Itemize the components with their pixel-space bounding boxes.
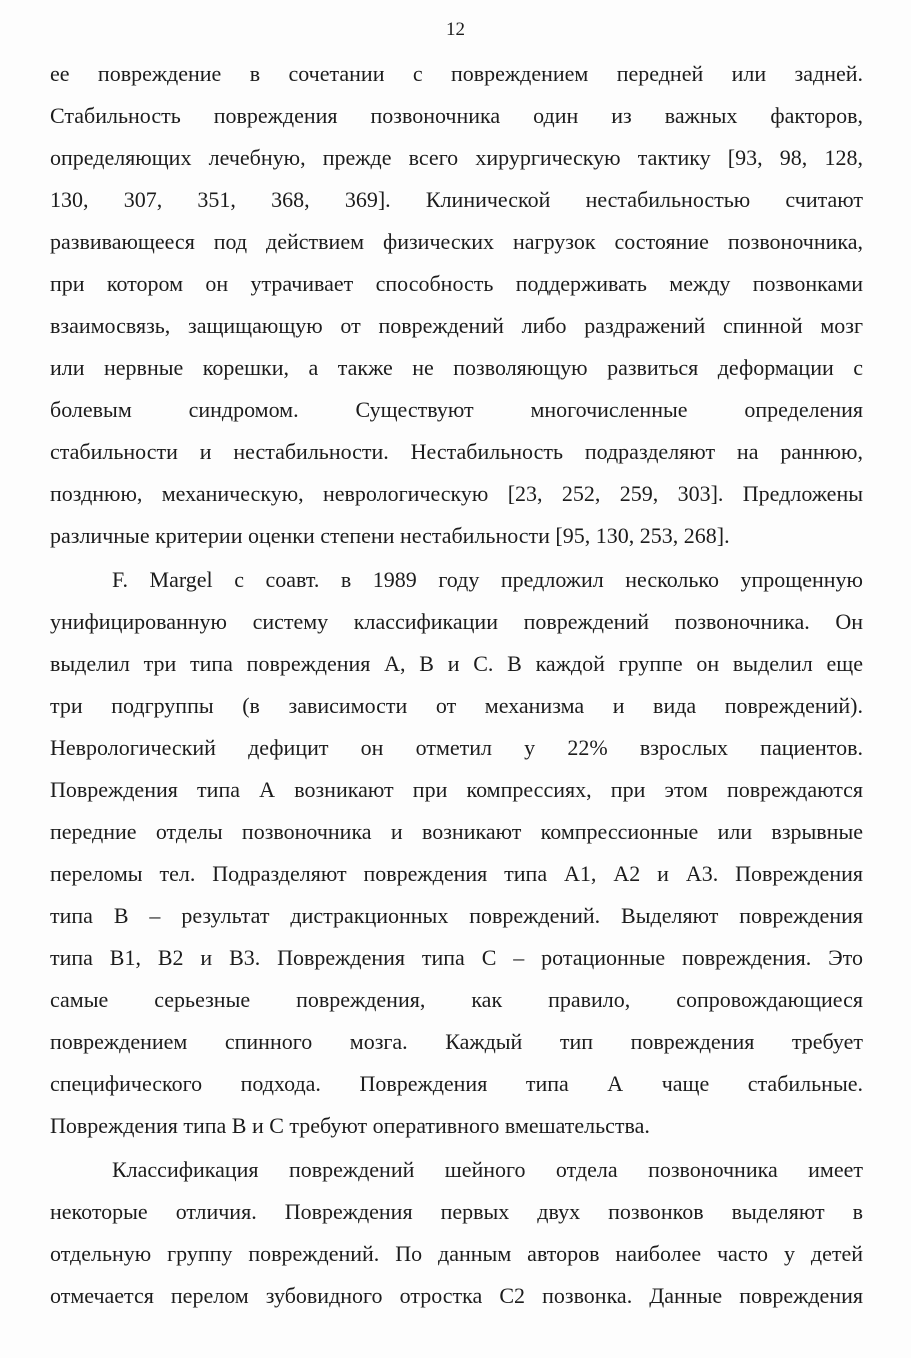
text-line: при котором он утрачивает способность поддерживать между позвонками	[50, 271, 863, 296]
text-line: отдельную группу повреждений. По данным авторов наиболее часто у детей	[50, 1241, 863, 1266]
text-line: Классификация повреждений шейного отдела позвоночника имеет	[112, 1157, 863, 1182]
text-line: F. Margel с соавт. в 1989 году предложил несколько упрощенную	[112, 567, 863, 592]
text-line: ее повреждение в сочетании с повреждением передней или задней.	[50, 61, 863, 86]
text-line: отмечается перелом зубовидного отростка С2 позвонка. Данные повреждения	[50, 1283, 863, 1308]
text-line: типа В1, В2 и В3. Повреждения типа С – ротационные повреждения. Это	[50, 945, 863, 970]
page-number: 12	[446, 19, 465, 40]
text-line: Повреждения типа А возникают при компрессиях, при этом повреждаются	[50, 777, 863, 802]
text-line: болевым синдромом. Существуют многочисленные определения	[50, 397, 863, 422]
text-line: различные критерии оценки степени нестабильности [95, 130, 253, 268].	[50, 523, 730, 548]
text-line: выделил три типа повреждения А, В и С. В каждой группе он выделил еще	[50, 651, 863, 676]
text-line: 130, 307, 351, 368, 369]. Клинической нестабильностью считают	[50, 187, 863, 212]
text-line: Стабильность повреждения позвоночника один из важных факторов,	[50, 103, 863, 128]
text-line: передние отделы позвоночника и возникают компрессионные или взрывные	[50, 819, 863, 844]
text-line: три подгруппы (в зависимости от механизма и вида повреждений).	[50, 693, 863, 718]
text-line: определяющих лечебную, прежде всего хирургическую тактику [93, 98, 128,	[50, 145, 863, 170]
text-line: Повреждения типа В и С требуют оперативного вмешательства.	[50, 1113, 650, 1138]
text-line: или нервные корешки, а также не позволяющую развиться деформации с	[50, 355, 863, 380]
text-line: унифицированную систему классификации повреждений позвоночника. Он	[50, 609, 863, 634]
text-line: позднюю, механическую, неврологическую [23, 252, 259, 303]. Предложены	[50, 481, 863, 506]
text-line: стабильности и нестабильности. Нестабильность подразделяют на раннюю,	[50, 439, 863, 464]
text-line: переломы тел. Подразделяют повреждения типа А1, А2 и А3. Повреждения	[50, 861, 863, 886]
text-line: Неврологический дефицит он отметил у 22% взрослых пациентов.	[50, 735, 863, 760]
text-line: некоторые отличия. Повреждения первых двух позвонков выделяют в	[50, 1199, 863, 1224]
text-line: взаимосвязь, защищающую от повреждений либо раздражений спинной мозг	[50, 313, 863, 338]
text-line: типа В – результат дистракционных повреждений. Выделяют повреждения	[50, 903, 863, 928]
text-line: развивающееся под действием физических нагрузок состояние позвоночника,	[50, 229, 863, 254]
text-line: специфического подхода. Повреждения типа А чаще стабильные.	[50, 1071, 863, 1096]
text-line: повреждением спинного мозга. Каждый тип повреждения требует	[50, 1029, 863, 1054]
text-line: самые серьезные повреждения, как правило, сопровождающиеся	[50, 987, 863, 1012]
